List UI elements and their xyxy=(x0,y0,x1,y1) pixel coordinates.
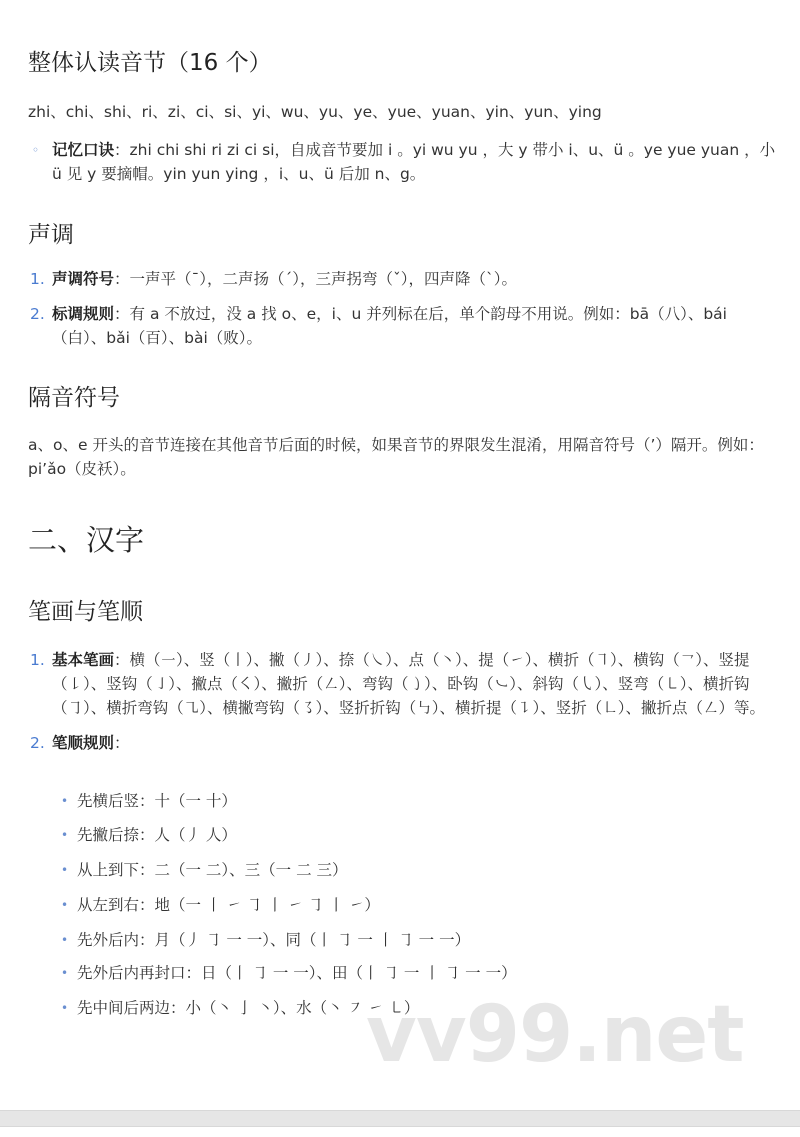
list-number: 1. xyxy=(30,270,45,288)
rule-text: 先横后竖：十（一 十） xyxy=(77,792,237,810)
separator-text: a、o、e 开头的音节连接在其他音节后面的时候，如果音节的界限发生混淆，用隔音符号（’）隔开。例如：pi’ǎo（皮袄）。 xyxy=(28,436,764,478)
item-text: ：横（㇐）、竖（㇑）、撇（㇓）、捺（㇏）、点（㇔）、提（㇀）、横折（㇕）、横钩（㇖）、竖提（㇙）、竖钩（㇚）、撇点（㇛）、撇折（㇜）、弯钩（㇁）、卧钩（㇃）、斜钩（㇂）、竖弯（㇄）、横折钩（㇆）、横折弯钩（㇈）、横撇弯钩（㇌）、竖折折钩（㇉）、横折提（㇊）、竖折（㇗）、撇折点（㇜）等。 xyxy=(52,651,766,717)
list-item xyxy=(28,267,780,291)
bullet-icon: • xyxy=(61,933,69,947)
bullet-icon: • xyxy=(61,1001,69,1015)
rule-item xyxy=(53,961,517,985)
rule-item xyxy=(53,858,348,882)
section-title-tones: 声调 xyxy=(28,222,74,248)
rule-text: 先中间后两边：小（㇔ 亅 ㇔）、水（㇔ ㇇ ㇀ ㇄） xyxy=(77,999,420,1017)
rule-text: 先撇后捺：人（丿 人） xyxy=(77,826,237,844)
bullet-icon: • xyxy=(61,828,69,842)
list-number: 2. xyxy=(30,734,45,752)
bullet-icon: • xyxy=(61,794,69,808)
list-item xyxy=(28,731,780,755)
bullet-icon: • xyxy=(61,966,69,980)
item-text: ：有 a 不放过，没 a 找 o、e，i、u 并列标在后，单个韵母不用说。例如：bā（八）、bái（白）、bǎi（百）、bài（败）。 xyxy=(52,305,727,347)
item-label: 笔顺规则 xyxy=(52,734,115,752)
memo-text: ：zhi chi shi ri zi ci si，自成音节要加 i 。yi wu yu ，大 y 带小 i、u、ü 。ye yue yuan ，小 ü 见 y 要摘帽。yin yun ying ，i、u、ü 后加 n、g。 xyxy=(52,141,776,183)
item-text: ：一声平（ˉ），二声扬（ˊ），三声拐弯（ˇ），四声降（ˋ）。 xyxy=(114,270,518,288)
rule-item xyxy=(53,893,380,917)
list-item xyxy=(28,648,780,720)
page-separator xyxy=(0,1110,800,1127)
list-number: 2. xyxy=(30,305,45,323)
rule-text: 先外后内再封口：日（丨 ㇆ 一 一）、田（丨 ㇆ 一 丨 ㇆ 一 一） xyxy=(77,964,517,982)
item-label: 声调符号 xyxy=(52,270,115,288)
memo-item xyxy=(28,138,780,186)
rule-item xyxy=(53,996,419,1020)
item-text: ： xyxy=(114,734,130,752)
section-title-separator: 隔音符号 xyxy=(28,385,120,411)
rule-item xyxy=(53,823,237,847)
section-whole-syllables xyxy=(28,47,780,79)
rule-item xyxy=(53,789,237,813)
item-label: 基本笔画 xyxy=(52,651,115,669)
watermark: vv99.net xyxy=(366,990,744,1080)
rule-item xyxy=(53,928,470,952)
circle-bullet-icon: ◦ xyxy=(32,143,40,157)
rule-text: 从上到下：二（一 二）、三（一 二 三） xyxy=(77,861,348,879)
rule-text: 从左到右：地（一 丨 ㇀ ㇆ 丨 ㇀ ㇆ 丨 ㇀） xyxy=(77,896,380,914)
rule-text: 先外后内：月（丿 ㇆ 一 一）、同（丨 ㇆ 一 丨 ㇆ 一 一） xyxy=(77,931,471,949)
list-number: 1. xyxy=(30,651,45,669)
syllable-list: zhi、chi、shi、ri、zi、ci、si、yi、wu、yu、ye、yue、yuan、yin、yun、ying xyxy=(28,103,602,121)
bullet-icon: • xyxy=(61,863,69,877)
section-title-strokes: 笔画与笔顺 xyxy=(28,599,143,625)
section-title: 整体认读音节（16 个） xyxy=(28,50,272,76)
item-label: 标调规则 xyxy=(52,305,115,323)
list-item xyxy=(28,302,780,350)
part-title: 二、汉字 xyxy=(28,523,145,557)
bullet-icon: • xyxy=(61,898,69,912)
memo-label: 记忆口诀 xyxy=(52,141,115,159)
